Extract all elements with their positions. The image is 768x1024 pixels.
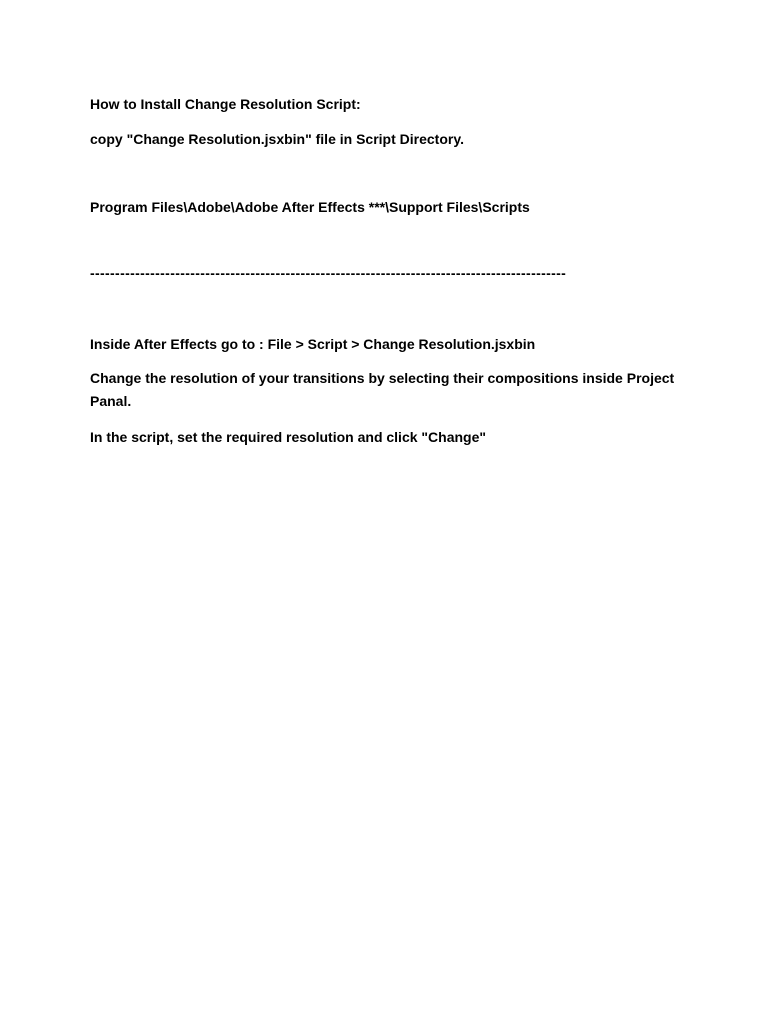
- menu-path: Inside After Effects go to : File > Script > Change Resolution.jsxbin: [90, 336, 536, 352]
- script-path: Program Files\Adobe\Adobe After Effects ***\Support Files\Scripts: [90, 199, 530, 215]
- separator-line: -----------------------------------------------------------------------------------------------: [90, 265, 567, 281]
- heading: How to Install Change Resolution Script:: [90, 96, 361, 112]
- copy-instruction: copy "Change Resolution.jsxbin" file in Script Directory.: [90, 131, 464, 147]
- change-instruction: Change the resolution of your transitions by selecting their compositions inside Project Panal.: [90, 370, 675, 409]
- final-instruction: In the script, set the required resolution and click "Change": [90, 429, 487, 445]
